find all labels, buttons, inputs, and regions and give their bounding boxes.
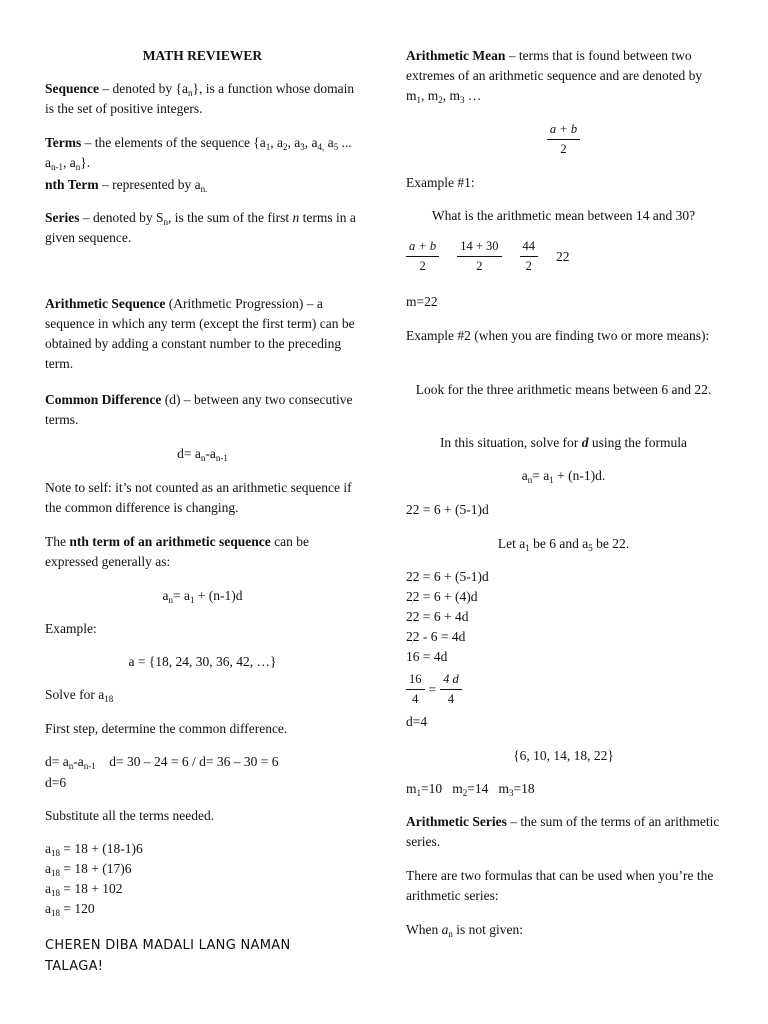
fraction: $\frac{4 d}{4}$ bbox=[440, 672, 462, 707]
means-result: $m_1=10$ $m_2=14$ $m_3=18$ bbox=[406, 781, 535, 798]
d-equals-6: d=6 bbox=[45, 775, 67, 790]
solution-step: 22 = 6 + 4d bbox=[406, 609, 469, 624]
series-definition: Series – denoted by $S_n$, is the sum of the first n terms in a given sequence. bbox=[45, 210, 356, 245]
solution-steps bbox=[406, 567, 721, 667]
common-difference-calc: $d= a_n-a_{n-1}$ d= 30 – 24 = 6 / d= 36 – 30 = 6 bbox=[45, 754, 279, 771]
arithmetic-series-definition: Arithmetic Series – the sum of the terms of an arithmetic series. bbox=[406, 814, 720, 849]
two-formulas-intro: There are two formulas that can be used when you’re the arithmetic series: bbox=[406, 868, 714, 903]
example-2-label: Example #2 (when you are finding two or more means): bbox=[406, 328, 710, 343]
calc-step: $a_{18} = 18 + 102$ bbox=[45, 881, 123, 898]
solution-step: 22 = 6 + (4)d bbox=[406, 589, 478, 604]
calc-step: $a_{18} = 18 + (18-1)6$ bbox=[45, 841, 143, 858]
example-set: a = {18, 24, 30, 36, 42, …} bbox=[128, 654, 277, 669]
solve-for: Solve for $a_{18}$ bbox=[45, 687, 114, 704]
calc-step: $a_{18} = 18 + (17)6$ bbox=[45, 861, 132, 878]
first-step: First step, determine the common difference. bbox=[45, 721, 288, 736]
fraction-result: 22 bbox=[556, 248, 570, 264]
d-formula: $d= a_n-a_{n-1}$ bbox=[177, 446, 228, 463]
example-1-fractions bbox=[406, 239, 721, 274]
fraction-step: $\frac{16}{4}$ = $\frac{4 d}{4}$ bbox=[406, 672, 721, 707]
mean-fraction: $\frac{a + b}{2}$ bbox=[547, 122, 580, 157]
let-statement: Let $a_1$ be 6 and $a_5$ be 22. bbox=[497, 536, 630, 553]
closing-remark: CHEREN DIBA MADALI LANG NAMAN TALAGA! bbox=[45, 938, 291, 974]
solution-step: 22 - 6 = 4d bbox=[406, 629, 466, 644]
arithmetic-sequence-definition: Arithmetic Sequence (Arithmetic Progression) – a sequence in which any term (except the first term) can be obtained by adding a constant number to the preceding term. bbox=[45, 296, 355, 371]
when-an-not-given: When $a_n$ is not given: bbox=[406, 922, 523, 939]
d-equals-4: d=4 bbox=[406, 714, 428, 729]
nth-term-definition: nth Term – represented by $a_{n.}$ bbox=[45, 177, 208, 194]
fraction: $\frac{14 + 30}{2}$ bbox=[457, 239, 501, 274]
nth-term-formula: $a_n= a_1 + (n-1)d$ bbox=[162, 588, 243, 605]
nth-term-intro: The nth term of an arithmetic sequence can be expressed generally as: bbox=[45, 534, 309, 569]
example-label: Example: bbox=[45, 621, 97, 636]
arithmetic-mean-definition: Arithmetic Mean – terms that is found between two extremes of an arithmetic sequence and are denoted by $m_1$, $m_2$, $m_3$ … bbox=[406, 48, 703, 105]
nth-term-formula-right: $a_n= a_1 + (n-1)d$. bbox=[521, 468, 606, 485]
result-set: {6, 10, 14, 18, 22} bbox=[513, 748, 614, 763]
equation-1: 22 = 6 + (5-1)d bbox=[406, 502, 489, 517]
example-1-question: What is the arithmetic mean between 14 and 30? bbox=[431, 208, 696, 223]
fraction: $\frac{a + b}{2}$ bbox=[406, 239, 439, 274]
terms-definition: Terms – the elements of the sequence {$a_1$, $a_2$, $a_3$, $a_{4,}$ $a_5$ ... $a_{n-1}$, $a_n$}. bbox=[45, 135, 352, 172]
example-1-label: Example #1: bbox=[406, 175, 475, 190]
substitute-instruction: Substitute all the terms needed. bbox=[45, 808, 215, 823]
fraction: $\frac{16}{4}$ bbox=[406, 672, 425, 707]
mean-formula bbox=[406, 122, 721, 157]
example-2-question: Look for the three arithmetic means between 6 and 22. bbox=[415, 382, 712, 397]
common-difference-definition: Common Difference (d) – between any two consecutive terms. bbox=[45, 392, 353, 427]
calculation-steps bbox=[45, 839, 360, 919]
page-title: MATH REVIEWER bbox=[142, 48, 263, 63]
solve-for-d: In this situation, solve for d using the formula bbox=[439, 435, 688, 450]
m-equals-22: m=22 bbox=[406, 294, 438, 309]
solution-step: 22 = 6 + (5-1)d bbox=[406, 569, 489, 584]
note-to-self: Note to self: it’s not counted as an arithmetic sequence if the common difference is changing. bbox=[45, 480, 352, 515]
solution-step: 16 = 4d bbox=[406, 649, 448, 664]
calc-step: $a_{18} = 120$ bbox=[45, 901, 95, 918]
fraction: $\frac{44}{2}$ bbox=[520, 239, 539, 274]
sequence-definition: Sequence – denoted by $\{a_n\}$, is a function whose domain is the set of positive integers. bbox=[45, 81, 355, 116]
